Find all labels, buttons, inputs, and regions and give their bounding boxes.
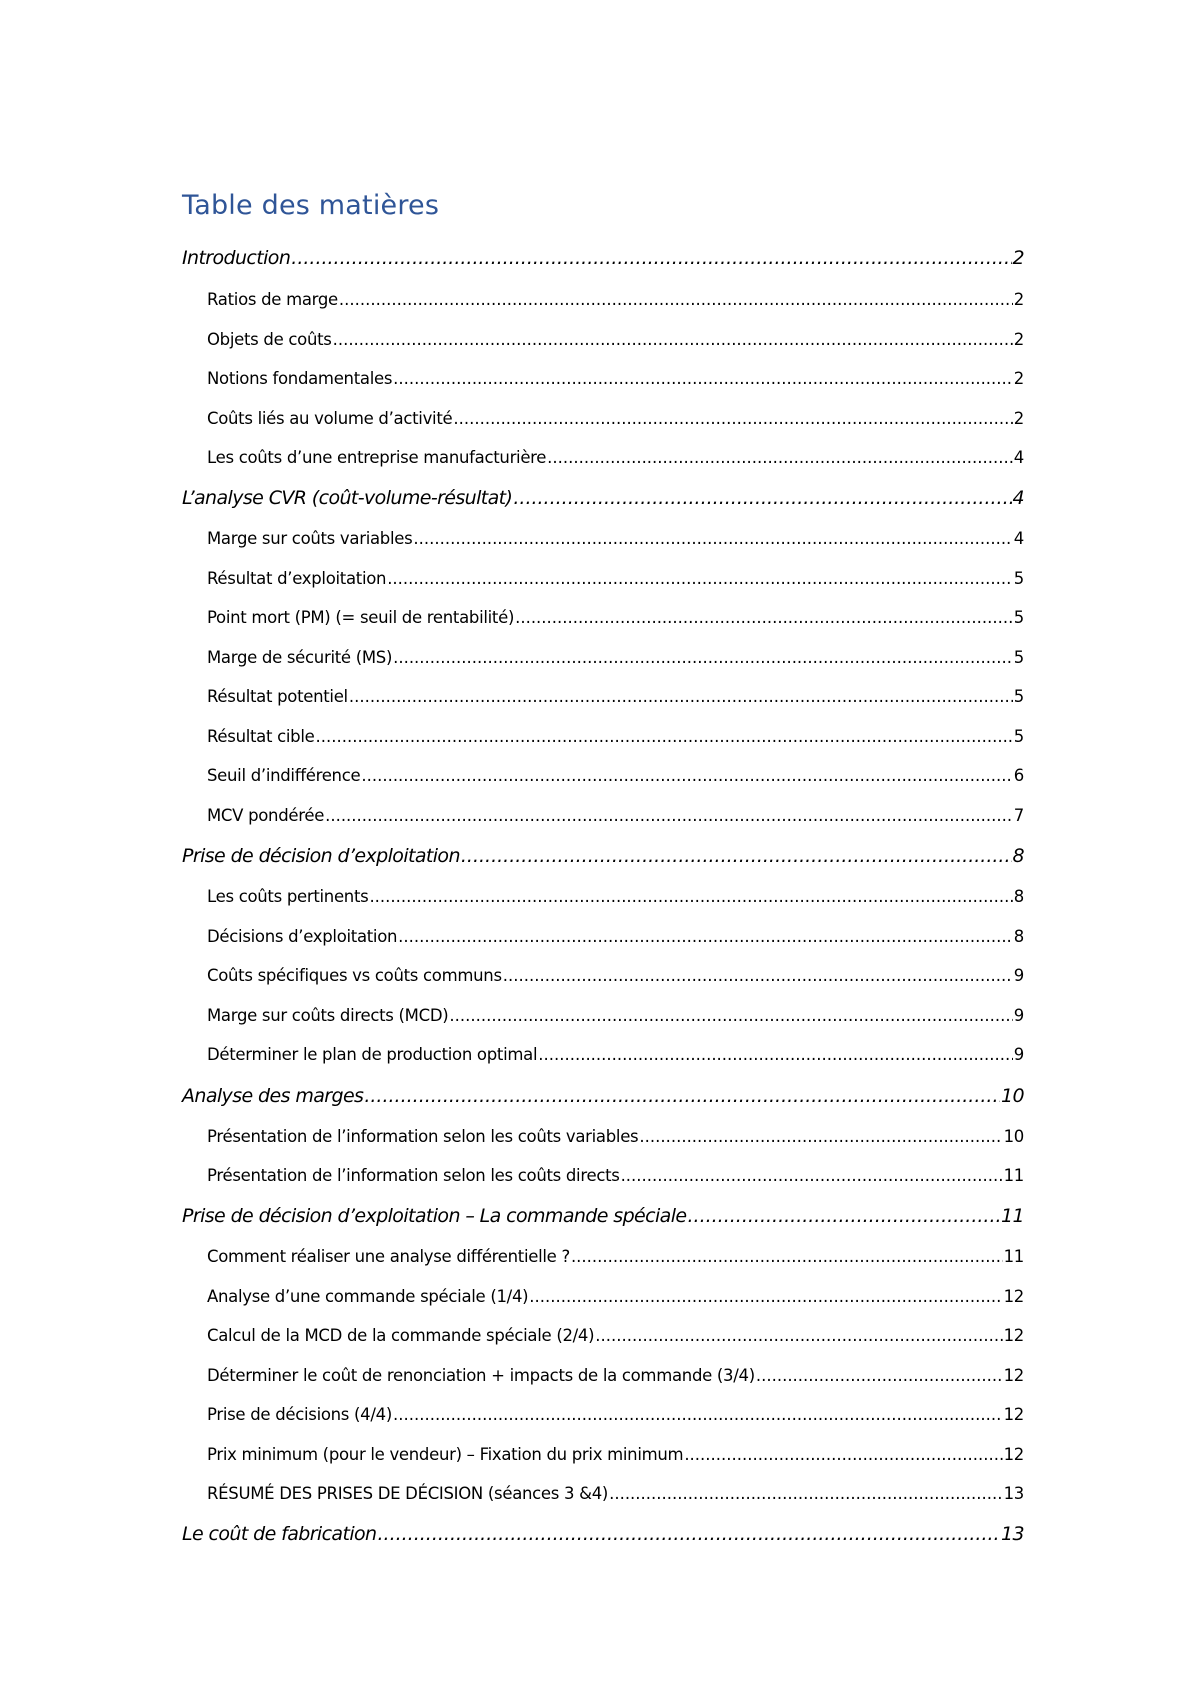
toc-entry-page: 5 [1013, 648, 1024, 667]
toc-entry-label: Seuil d’indifférence [207, 766, 361, 785]
toc-entry[interactable] [207, 365, 1024, 393]
toc-dot-leader [515, 604, 1013, 632]
toc-entry-label: Coûts liés au volume d’activité [207, 409, 453, 428]
toc-entry-label: Déterminer le coût de renonciation + impacts de la commande (3/4) [207, 1366, 755, 1385]
toc-entry-page: 11 [1001, 1205, 1024, 1227]
toc-entry-label: Les coûts d’une entreprise manufacturière [207, 448, 547, 467]
toc-entry-page: 2 [1013, 290, 1024, 309]
toc-entry[interactable] [207, 962, 1024, 990]
toc-entry-label: Coûts spécifiques vs coûts communs [207, 966, 502, 985]
toc-dot-leader [398, 923, 1013, 951]
toc-dot-leader [339, 286, 1013, 314]
toc-entry-label: Présentation de l’information selon les coûts directs [207, 1166, 620, 1185]
toc-entry[interactable] [207, 762, 1024, 790]
toc-dot-leader [291, 244, 1011, 272]
toc-dot-leader [687, 1202, 1000, 1230]
toc-dot-leader [621, 1162, 1003, 1190]
toc-dot-leader [609, 1480, 1003, 1508]
toc-entry-page: 8 [1013, 927, 1024, 946]
toc-entry[interactable] [207, 1162, 1024, 1190]
toc-dot-leader [387, 565, 1013, 593]
toc-dot-leader [503, 962, 1013, 990]
toc-dot-leader [513, 484, 1011, 512]
toc-entry-label: RÉSUMÉ DES PRISES DE DÉCISION (séances 3 &4) [207, 1484, 609, 1503]
toc-entry[interactable] [207, 1243, 1024, 1271]
toc-entry-page: 12 [1003, 1405, 1024, 1424]
toc-entry-label: Marge de sécurité (MS) [207, 648, 393, 667]
toc-dot-leader [361, 762, 1012, 790]
toc-entry[interactable] [207, 644, 1024, 672]
toc-entry-label: Résultat potentiel [207, 687, 348, 706]
toc-dot-leader [529, 1283, 1002, 1311]
toc-entry-page: 2 [1013, 409, 1024, 428]
toc-entry-page: 8 [1012, 845, 1024, 867]
toc-entry[interactable] [182, 244, 1024, 272]
toc-dot-leader [325, 802, 1013, 830]
toc-entry-page: 10 [1003, 1127, 1024, 1146]
toc-entry-label: Résultat cible [207, 727, 315, 746]
toc-entry-page: 2 [1013, 369, 1024, 388]
toc-entry-label: Objets de coûts [207, 330, 332, 349]
toc-entry-label: Ratios de marge [207, 290, 338, 309]
toc-entry-label: Prise de décision d’exploitation [182, 845, 460, 867]
toc-entry-page: 9 [1013, 1006, 1024, 1025]
toc-entry[interactable] [207, 1401, 1024, 1429]
toc-entry-page: 13 [1001, 1523, 1024, 1545]
toc-dot-leader [595, 1322, 1002, 1350]
toc-entry[interactable] [207, 326, 1024, 354]
toc-title: Table des matières [182, 190, 440, 221]
toc-entry-label: Marge sur coûts directs (MCD) [207, 1006, 449, 1025]
toc-entry[interactable] [207, 1283, 1024, 1311]
toc-entry-page: 9 [1013, 966, 1024, 985]
toc-entry[interactable] [207, 1002, 1024, 1030]
toc-entry[interactable] [182, 1202, 1024, 1230]
toc-entry-label: Comment réaliser une analyse différentielle ? [207, 1247, 570, 1266]
toc-entry-page: 12 [1003, 1366, 1024, 1385]
toc-dot-leader [315, 723, 1012, 751]
toc-entry[interactable] [207, 1480, 1024, 1508]
toc-entry[interactable] [207, 802, 1024, 830]
toc-entry-page: 13 [1003, 1484, 1024, 1503]
toc-dot-leader [461, 842, 1012, 870]
toc-entry[interactable] [207, 883, 1024, 911]
toc-entry-page: 10 [1001, 1085, 1024, 1107]
toc-entry[interactable] [207, 923, 1024, 951]
toc-entry-label: Déterminer le plan de production optimal [207, 1045, 538, 1064]
toc-entry-page: 4 [1013, 448, 1024, 467]
toc-dot-leader [571, 1243, 1003, 1271]
toc-entry[interactable] [207, 1123, 1024, 1151]
toc-entry-label: Notions fondamentales [207, 369, 393, 388]
toc-dot-leader [639, 1123, 1002, 1151]
toc-entry[interactable] [207, 1441, 1024, 1469]
toc-entry-label: Introduction [182, 247, 291, 269]
toc-entry[interactable] [182, 484, 1024, 512]
toc-dot-leader [364, 1082, 1000, 1110]
toc-dot-leader [449, 1002, 1012, 1030]
toc-entry-page: 7 [1013, 806, 1024, 825]
toc-entry[interactable] [207, 565, 1024, 593]
toc-entry-page: 12 [1003, 1287, 1024, 1306]
toc-dot-leader [349, 683, 1013, 711]
toc-dot-leader [453, 405, 1012, 433]
toc-entry-label: Présentation de l’information selon les coûts variables [207, 1127, 639, 1146]
toc-entry[interactable] [207, 444, 1024, 472]
toc-entry[interactable] [207, 405, 1024, 433]
toc-dot-leader [756, 1362, 1003, 1390]
toc-entry[interactable] [182, 1520, 1024, 1548]
toc-dot-leader [393, 644, 1013, 672]
toc-entry[interactable] [207, 1041, 1024, 1069]
toc-entry-label: Prise de décisions (4/4) [207, 1405, 392, 1424]
toc-entry[interactable] [207, 525, 1024, 553]
toc-entry-label: L’analyse CVR (coût-volume-résultat) [182, 487, 513, 509]
toc-entry-label: Résultat d’exploitation [207, 569, 387, 588]
toc-dot-leader [393, 365, 1013, 393]
toc-entry-page: 5 [1013, 687, 1024, 706]
toc-entry-page: 2 [1012, 247, 1024, 269]
toc-dot-leader [538, 1041, 1013, 1069]
toc-entry-label: Prix minimum (pour le vendeur) – Fixation du prix minimum [207, 1445, 684, 1464]
toc-entry-page: 4 [1012, 487, 1024, 509]
toc-entry-page: 4 [1013, 529, 1024, 548]
toc-entry-label: MCV pondérée [207, 806, 325, 825]
toc-entry-page: 6 [1013, 766, 1024, 785]
toc-dot-leader [413, 525, 1012, 553]
toc-entry[interactable] [207, 1322, 1024, 1350]
toc-entry-page: 2 [1013, 330, 1024, 349]
toc-entry[interactable] [207, 604, 1024, 632]
toc-entry-page: 8 [1013, 887, 1024, 906]
toc-entry-page: 5 [1013, 569, 1024, 588]
toc-entry-page: 5 [1013, 608, 1024, 627]
toc-entry-label: Analyse d’une commande spéciale (1/4) [207, 1287, 529, 1306]
toc-dot-leader [333, 326, 1013, 354]
toc-entry-page: 12 [1003, 1445, 1024, 1464]
toc-dot-leader [684, 1441, 1002, 1469]
toc-entry-label: Marge sur coûts variables [207, 529, 413, 548]
toc-entry-page: 11 [1003, 1247, 1024, 1266]
toc-entry-page: 9 [1013, 1045, 1024, 1064]
toc-entry[interactable] [207, 683, 1024, 711]
toc-entry[interactable] [182, 1082, 1024, 1110]
toc-entry-page: 11 [1003, 1166, 1024, 1185]
toc-entry-label: Décisions d’exploitation [207, 927, 398, 946]
toc-entry-label: Point mort (PM) (= seuil de rentabilité) [207, 608, 515, 627]
toc-entry[interactable] [207, 286, 1024, 314]
toc-dot-leader [393, 1401, 1003, 1429]
toc-entry-label: Analyse des marges [182, 1085, 364, 1107]
toc-dot-leader [369, 883, 1012, 911]
toc-entry-page: 12 [1003, 1326, 1024, 1345]
toc-entry[interactable] [182, 842, 1024, 870]
toc-entry-page: 5 [1013, 727, 1024, 746]
toc-entry[interactable] [207, 1362, 1024, 1390]
toc-entry-label: Les coûts pertinents [207, 887, 369, 906]
toc-entry-label: Le coût de fabrication [182, 1523, 377, 1545]
toc-entry[interactable] [207, 723, 1024, 751]
toc-entry-label: Prise de décision d’exploitation – La commande spéciale [182, 1205, 687, 1227]
toc-dot-leader [547, 444, 1013, 472]
toc-entry-label: Calcul de la MCD de la commande spéciale (2/4) [207, 1326, 595, 1345]
toc-dot-leader [377, 1520, 1000, 1548]
